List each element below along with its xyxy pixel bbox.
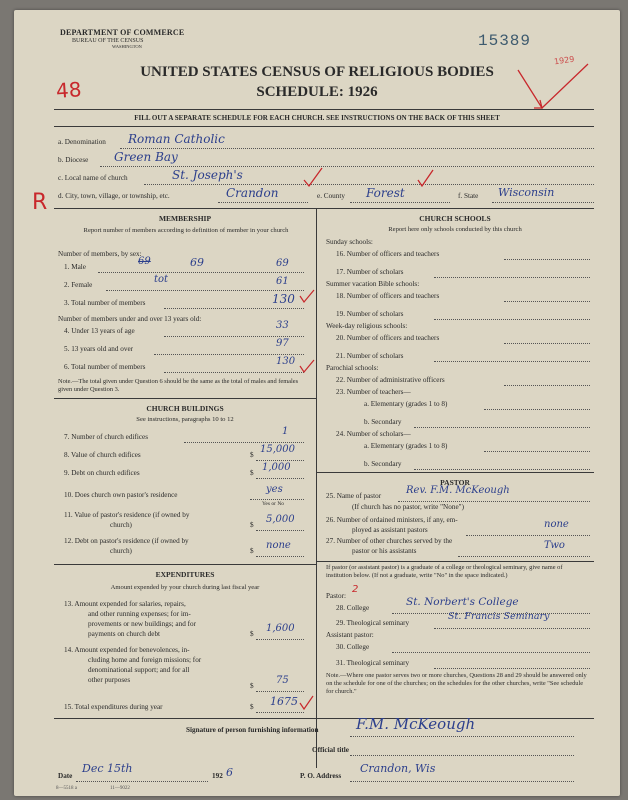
q11-label: 11. Value of pastor's residence (if owned by: [64, 511, 190, 519]
q26-line1: 26. Number of ordained ministers, if any, em-: [326, 516, 458, 524]
under13-label: 4. Under 13 years of age: [64, 327, 135, 335]
q17-label: 17. Number of scholars: [336, 268, 404, 276]
q24-label: 24. Number of scholars—: [336, 430, 411, 438]
department-name: DEPARTMENT OF COMMERCE: [60, 28, 185, 37]
yes-no-hint: Yes or No: [262, 501, 285, 507]
bureau-name: BUREAU OF THE CENSUS: [72, 38, 144, 44]
pastor-name-field[interactable]: Rev. F.M. McKeough: [406, 485, 510, 496]
diocese-field[interactable]: Green Bay: [114, 150, 178, 164]
male-value-draft: 69: [190, 256, 204, 269]
q12-value[interactable]: none: [266, 540, 291, 551]
county-field[interactable]: Forest: [366, 186, 405, 200]
q26-value[interactable]: none: [544, 519, 569, 530]
checkmark-icon: [416, 168, 436, 190]
q14-line3: denominational support; and for all: [88, 666, 190, 674]
membership-heading: MEMBERSHIP: [158, 214, 212, 223]
total-members-value[interactable]: 130: [272, 292, 295, 306]
q15-value[interactable]: 1675: [270, 695, 298, 708]
q14-line1: 14. Amount expended for benevolences, in-: [64, 646, 190, 654]
q15-label: 15. Total expenditures during year: [64, 703, 163, 711]
form-number: 8—5518 a: [56, 786, 77, 791]
q9-label: 9. Debt on church edifices: [64, 469, 140, 477]
checkmark-icon: [302, 166, 326, 190]
expenditures-heading: EXPENDITURES: [155, 570, 215, 579]
margin-number-mark: 48: [55, 77, 83, 103]
denomination-label: a. Denomination: [58, 138, 106, 146]
date-stamp: 1929: [553, 54, 575, 67]
q24b-label: b. Secondary: [364, 460, 402, 468]
q12-label-2: church): [110, 547, 132, 555]
q23-label: 23. Number of teachers—: [336, 388, 411, 396]
pastor-sub-label: Pastor:: [326, 592, 346, 600]
local-name-label: c. Local name of church: [58, 174, 128, 182]
signature-field[interactable]: F.M. McKeough: [356, 715, 476, 733]
q11-value[interactable]: 5,000: [266, 514, 295, 525]
under13-value[interactable]: 33: [276, 320, 289, 331]
membership-intro: Report number of members according to definition of member in your church: [83, 227, 289, 234]
summer-label: Summer vacation Bible schools:: [326, 280, 420, 288]
census-schedule-sheet: DEPARTMENT OF COMMERCE BUREAU OF THE CENSUS WASHINGTON 15389 48 R 1929 UNITED STATES CENSUS OF RELIGIOUS BODIES SCHEDULE: 1926 FILL OUT A SEPARATE SCHEDULE FOR EACH CHURCH. SEE INSTRUCTIONS ON THE BACK OF THIS SHEET a. Denomination Roman Catholic b. Diocese Green Bay c. Local name of church St. Joseph's d. City, town, village, or township, etc. Crandon e. County Forest f. State Wisconsin MEMBERSHIP Report number of members according to definition of member in your church Number of members, by sex: 1. Male 69 69 69 2. Female tot 61 3. Total number of members 130 Number of members under and over 13 years old: 4. Under 13 years of age 33 5. 13 years old and over 97 6. Total number of members 130 Note.—The total given under Question 6 should be the same as the total of males and females given under Question 3. CHURCH BUILDINGS See instructions, paragraphs 10 to 12 7. Number of church edifices 1 8. Value of church edifices $ 15,000 9. Debt on church edifices $ 1,000 10. Does church own pastor's residence yes Yes or No 11. Value of pastor's residence (if owned by church) $ 5,000 12. Debt on pastor's residence (if owned by church) $ none EXPENDITURES Amount expended by your church during last fiscal year 13. Amount expended for salaries, repairs, and other running expenses; for im- provements or new buildings; and for payments on church debt $ 1,600 14. Amount expended for benevolences, in- cluding home and foreign missions; for denominational support; and for all other purposes $ 75 15. Total expenditures during year $ 1675 CHURCH SCHOOLS Report here only schools conducted by this church Sunday schools: 16. Number of officers and teachers 17. Number of scholars Summer vacation Bible schools: 18. Number of officers and teachers 19. Number of scholars Week-day religious schools: 20. Number of officers and teachers 21. Number of scholars Parochial schools: 22. Number of administrative officers 23. Number of teachers— a. Elementary (grades 1 to 8) b. Secondary 24. Number of scholars— a. Elementary (grades 1 to 8) b. Secondary PASTOR 25. Name of pastor Rev. F.M. McKeough (If church has no pastor, write "None") 26. Number of ordained ministers, if any, em- ployed as assistant pastors none 27. Number of other churches served by the pastor or his assistants Two If pastor (or assistant pastor) is a graduate of a college or theological seminary, give name of institution below. (If not a graduate, write "No" in the space indicated.) Pastor: 2 28. College St. Norbert's College 29. Theological seminary St. Francis Seminary Assistant pastor: 30. College 31. Theological seminary Note.—Where one pastor serves two or more churches, Questions 28 and 29 should be answered only on the schedule for one of the churches; on the schedules for the other churches, write "See schedule for church." Signature of person furnishing information F.M. McKeough Official title Date Dec 15th 192 6 P. O. Address Crandon, Wis 8—5518 a 11—9022: [14, 10, 620, 796]
schools-heading: CHURCH SCHOOLS: [419, 214, 491, 223]
total-members-label: 3. Total number of members: [64, 299, 146, 307]
local-name-field[interactable]: St. Joseph's: [172, 168, 243, 182]
q8-value[interactable]: 15,000: [260, 444, 295, 455]
county-label: e. County: [317, 192, 345, 200]
city-field[interactable]: Crandon: [226, 186, 279, 200]
male-label: 1. Male: [64, 263, 86, 271]
female-scratch: tot: [154, 274, 169, 285]
membership-note: Note.—The total given under Question 6 should be the same as the total of males and females given under Question 3.: [58, 378, 299, 393]
q16-label: 16. Number of officers and teachers: [336, 250, 440, 258]
q13-line1: 13. Amount expended for salaries, repairs,: [64, 600, 186, 608]
q11-dollar: $: [250, 521, 254, 529]
q26-line2: ployed as assistant pastors: [352, 526, 428, 534]
q13-dollar: $: [250, 630, 254, 638]
seminary-field[interactable]: St. Francis Seminary: [448, 611, 550, 622]
age-label: Number of members under and over 13 years old:: [58, 315, 202, 323]
buildings-heading: CHURCH BUILDINGS: [146, 404, 224, 413]
college-field[interactable]: St. Norbert's College: [406, 596, 519, 608]
year-field[interactable]: 6: [226, 766, 233, 779]
official-title-label: Official title: [312, 746, 349, 754]
q30-label: 30. College: [336, 643, 370, 651]
q25-label: 25. Name of pastor: [326, 492, 382, 500]
q13-line4: payments on church debt: [88, 630, 161, 638]
serial-number: 15389: [478, 32, 532, 50]
signature-label: Signature of person furnishing information: [186, 726, 319, 734]
female-value[interactable]: 61: [276, 276, 289, 287]
form-title: UNITED STATES CENSUS OF RELIGIOUS BODIES: [140, 64, 494, 80]
q23b-label: b. Secondary: [364, 418, 402, 426]
q14-line2: cluding home and foreign missions; for: [88, 656, 202, 664]
q27-line2: pastor or his assistants: [352, 547, 417, 555]
male-scratch: 69: [138, 256, 151, 267]
expenditures-sub: Amount expended by your church during last fiscal year: [110, 584, 260, 591]
q28-label: 28. College: [336, 604, 370, 612]
over13-label: 5. 13 years old and over: [64, 345, 134, 353]
po-address-label: P. O. Address: [300, 772, 342, 780]
date-label: Date: [58, 772, 73, 780]
total2-label: 6. Total number of members: [64, 363, 146, 371]
weekday-label: Week-day religious schools:: [326, 322, 408, 330]
q13-line3: provements or new buildings; and for: [88, 620, 196, 628]
q19-label: 19. Number of scholars: [336, 310, 404, 318]
q31-label: 31. Theological seminary: [336, 659, 410, 667]
schedule-title: SCHEDULE: 1926: [256, 84, 378, 100]
total2-value[interactable]: 130: [276, 356, 296, 367]
q7-label: 7. Number of church edifices: [64, 433, 149, 441]
q7-value[interactable]: 1: [282, 426, 289, 437]
q8-label: 8. Value of church edifices: [64, 451, 141, 459]
q14-line4: other purposes: [88, 676, 131, 684]
q29-label: 29. Theological seminary: [336, 619, 410, 627]
city-label: d. City, town, village, or township, etc.: [58, 192, 170, 200]
state-label: f. State: [458, 192, 479, 200]
by-sex-label: Number of members, by sex:: [58, 250, 142, 258]
checkmark-icon: [298, 694, 316, 714]
q12-dollar: $: [250, 547, 254, 555]
q25-note: (If church has no pastor, write "None"): [352, 503, 464, 511]
q15-dollar: $: [250, 703, 254, 711]
q10-label: 10. Does church own pastor's residence: [64, 491, 178, 499]
schools-sub: Report here only schools conducted by this church: [388, 226, 522, 233]
sunday-label: Sunday schools:: [326, 238, 373, 246]
q14-value[interactable]: 75: [276, 675, 289, 686]
pastor-note: Note.—Where one pastor serves two or more churches, Questions 28 and 29 should be answered only on the schedule for one of the churches; on the schedules for the other churches, write "See schedule for church.": [326, 672, 587, 695]
date-field[interactable]: Dec 15th: [82, 762, 133, 775]
bureau-city: WASHINGTON: [112, 44, 142, 49]
q21-label: 21. Number of scholars: [336, 352, 404, 360]
q27-value[interactable]: Two: [544, 540, 565, 551]
female-label: 2. Female: [64, 281, 93, 289]
denomination-field[interactable]: Roman Catholic: [128, 132, 225, 146]
q24a-label: a. Elementary (grades 1 to 8): [364, 442, 448, 450]
q9-dollar: $: [250, 469, 254, 477]
parochial-label: Parochial schools:: [326, 364, 379, 372]
margin-r-mark: R: [32, 190, 48, 215]
q18-label: 18. Number of officers and teachers: [336, 292, 440, 300]
pastor-heading: PASTOR: [440, 478, 470, 487]
graduate-note: If pastor (or assistant pastor) is a graduate of a college or theological seminary, give name of institution below. (If not a graduate, write "No" in the space indicated.): [326, 564, 563, 579]
q20-label: 20. Number of officers and teachers: [336, 334, 440, 342]
male-value[interactable]: 69: [276, 258, 289, 269]
q22-label: 22. Number of administrative officers: [336, 376, 445, 384]
q13-value[interactable]: 1,600: [266, 623, 295, 634]
q23a-label: a. Elementary (grades 1 to 8): [364, 400, 448, 408]
q9-value[interactable]: 1,000: [262, 462, 291, 473]
instructions-banner: FILL OUT A SEPARATE SCHEDULE FOR EACH CHURCH. SEE INSTRUCTIONS ON THE BACK OF THIS SHEET: [134, 114, 500, 122]
q13-line2: and other running expenses; for im-: [88, 610, 191, 618]
q14-dollar: $: [250, 682, 254, 690]
over13-value[interactable]: 97: [276, 338, 289, 349]
q27-line1: 27. Number of other churches served by the: [326, 537, 453, 545]
q11-label-2: church): [110, 521, 132, 529]
assistant-label: Assistant pastor:: [326, 631, 374, 639]
buildings-sub: See instructions, paragraphs 10 to 12: [136, 416, 234, 423]
po-address-field[interactable]: Crandon, Wis: [360, 762, 436, 775]
state-field[interactable]: Wisconsin: [498, 186, 555, 199]
print-number: 11—9022: [110, 786, 130, 791]
diocese-label: b. Diocese: [58, 156, 89, 164]
q8-dollar: $: [250, 451, 254, 459]
q10-value[interactable]: yes: [266, 484, 283, 495]
checkmark-icon: [298, 286, 318, 382]
year-prefix: 192: [212, 772, 223, 780]
q12-label: 12. Debt on pastor's residence (if owned by: [64, 537, 189, 545]
